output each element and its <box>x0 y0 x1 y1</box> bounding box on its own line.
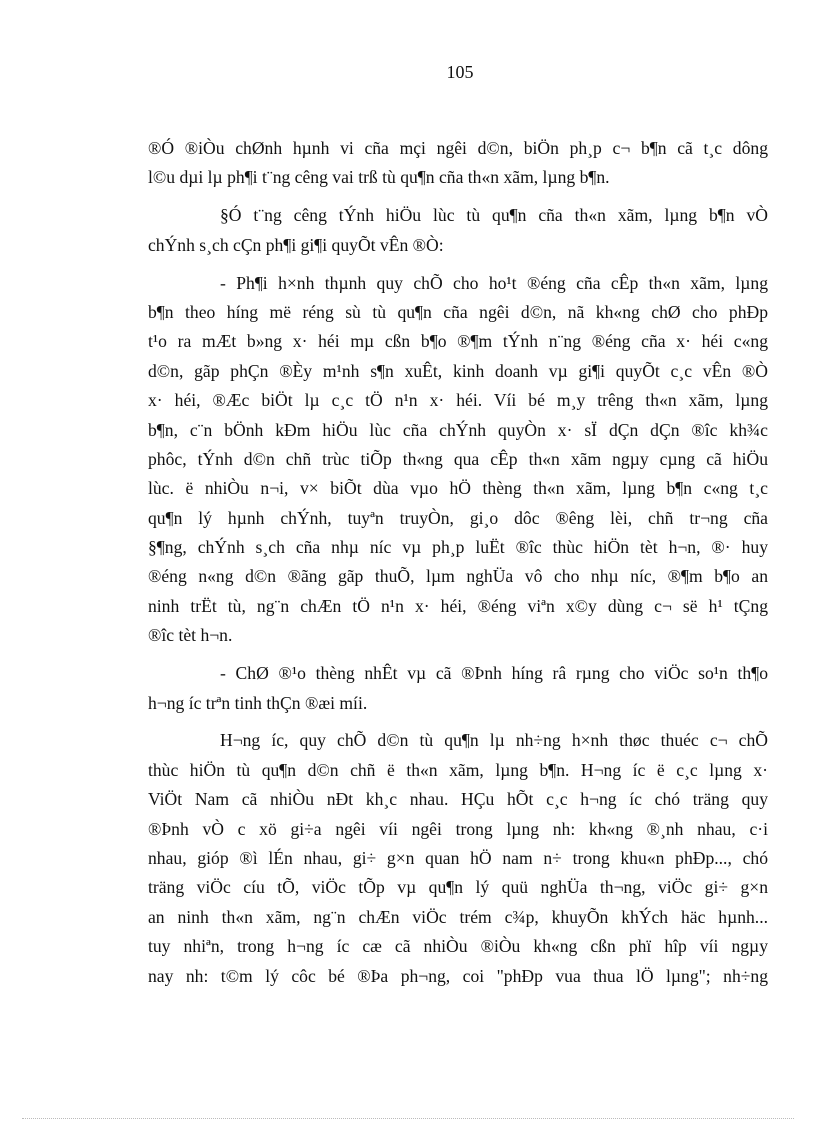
text-line: qu¶n lý hµnh chÝnh, tuyªn truyÒn, gi¸o dôc ®êng lèi, chñ tr¬ng cña <box>148 507 768 528</box>
text-line: ®îc tèt h¬n. <box>148 625 233 646</box>
text-line: l©u dµi lµ ph¶i t¨ng cêng vai trß tù qu¶n cña th«n xãm, lµng b¶n. <box>148 167 610 188</box>
text-line: b¶n theo híng më réng sù tù qu¶n cña ngêi d©n, nã kh«ng chØ cho phÐp <box>148 301 768 322</box>
text-line: nhau, gióp ®ì lÉn nhau, gi÷ g×n quan hÖ nam n÷ trong khu«n phÐp..., chó <box>148 847 768 868</box>
text-line: ®Þnh vÒ c xö gi÷a ngêi víi ngêi trong lµng nh: kh«ng ®¸nh nhau, c·i <box>148 818 768 839</box>
text-line: träng viÖc cíu tÕ, viÖc tÕp vµ qu¶n lý quü nghÜa th¬ng, viÖc gi÷ g×n <box>148 877 768 898</box>
text-line: lùc. ë nhiÒu n¬i, v× biÕt dùa vµo hÖ thèng th«n xãm, lµng b¶n c«ng t¸c <box>148 478 768 499</box>
text-line: chÝnh s¸ch cÇn ph¶i gi¶i quyÕt vÊn ®Ò: <box>148 234 444 255</box>
text-line: §Ó t¨ng cêng tÝnh hiÖu lùc tù qu¶n cña th«n xãm, lµng b¶n vÒ <box>220 205 768 226</box>
text-line: nay nh: t©m lý côc bé ®Þa ph¬ng, coi "phÐp vua thua lÖ lµng"; nh÷ng <box>148 965 768 986</box>
paragraph <box>148 201 768 260</box>
paragraph <box>148 726 768 991</box>
text-line: b¶n, c¨n bÖnh kÐm hiÖu lùc cña chÝnh quyÒn x· sÏ dÇn dÇn ®îc kh¾c <box>148 419 768 440</box>
text-line: - Ph¶i h×nh thµnh quy chÕ cho ho¹t ®éng cña cÊp th«n xãm, lµng <box>220 272 768 293</box>
text-line: §¶ng, chÝnh s¸ch cña nhµ níc vµ ph¸p luËt ®îc thùc hiÖn tèt h¬n, ®· huy <box>148 537 768 558</box>
text-line: ®éng n«ng d©n ®ãng gãp thuÕ, lµm nghÜa vô cho nhµ níc, ®¶m b¶o an <box>148 566 768 587</box>
body-text <box>148 134 768 999</box>
text-line: - ChØ ®¹o thèng nhÊt vµ cã ®Þnh híng râ rµng cho viÖc so¹n th¶o <box>220 663 768 684</box>
text-line: x· héi, ®Æc biÖt lµ c¸c tÖ n¹n x· héi. Víi bé m¸y trêng th«n xãm, lµng <box>148 390 768 411</box>
paragraph <box>148 269 768 651</box>
text-line: phôc, tÝnh d©n chñ trùc tiÕp th«ng qua cÊp th«n xãm ngµy cµng cã hiÖu <box>148 448 768 469</box>
page-number: 105 <box>446 62 474 82</box>
text-line: an ninh th«n xãm, ng¨n chÆn viÖc trém c¾p, khuyÕn khÝch häc hµnh... <box>148 906 768 927</box>
page-bottom-border <box>22 1118 794 1119</box>
text-line: tuy nhiªn, trong h¬ng íc cæ cã nhiÒu ®iÒu kh«ng cßn phï hîp víi ngµy <box>148 936 768 957</box>
text-line: d©n, gãp phÇn ®Èy m¹nh s¶n xuÊt, kinh doanh vµ gi¶i quyÕt c¸c vÊn ®Ò <box>148 360 768 381</box>
paragraph <box>148 659 768 718</box>
text-line: ViÖt Nam cã nhiÒu nÐt kh¸c nhau. HÇu hÕt c¸c h¬ng íc chó träng quy <box>148 789 768 810</box>
text-line: H¬ng íc, quy chÕ d©n tù qu¶n lµ nh÷ng h×nh thøc thuéc c¬ chÕ <box>220 730 768 751</box>
text-line: ninh trËt tù, ng¨n chÆn tÖ n¹n x· héi, ®éng viªn x©y dùng c¬ së h¹ tÇng <box>148 595 768 616</box>
text-line: h¬ng íc trªn tinh thÇn ®æi míi. <box>148 692 368 713</box>
text-line: thùc hiÖn tù qu¶n d©n chñ ë th«n xãm, lµng b¶n. H¬ng íc ë c¸c lµng x· <box>148 759 768 780</box>
paragraph <box>148 134 768 193</box>
text-line: ®Ó ®iÒu chØnh hµnh vi cña mçi ngêi d©n, biÖn ph¸p c¬ b¶n cã t¸c dông <box>148 138 768 158</box>
text-line: t¹o ra mÆt b»ng x· héi mµ cßn b¶o ®¶m tÝnh n¨ng ®éng cña x· héi c«ng <box>148 331 768 352</box>
